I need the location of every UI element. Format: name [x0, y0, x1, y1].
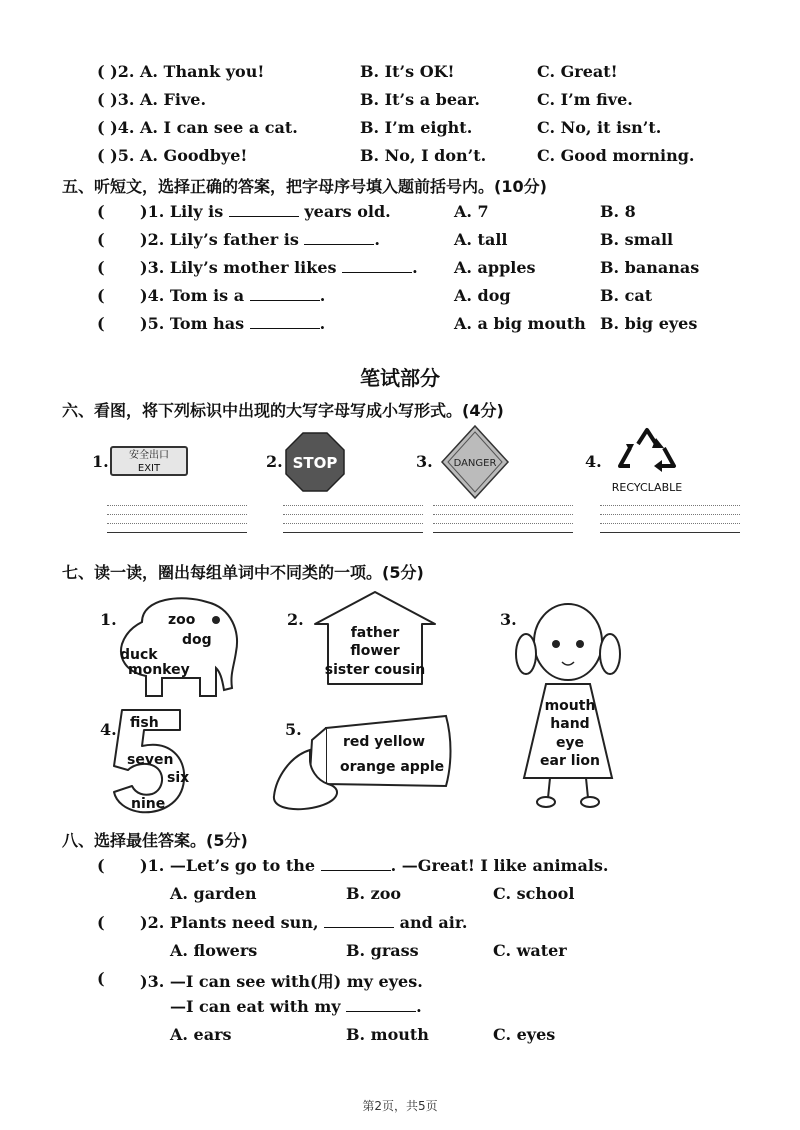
- option-b: B. small: [600, 230, 674, 249]
- exit-sign: [110, 446, 188, 476]
- option-a: A. a big mouth: [454, 314, 586, 333]
- stop-sign: [285, 432, 345, 492]
- stem-post: . —Great! I like animals.: [390, 856, 609, 875]
- answer-paren: (: [97, 202, 105, 221]
- question-stem: [140, 856, 609, 875]
- word-hand: hand: [550, 716, 590, 732]
- option-b: B. big eyes: [600, 314, 698, 333]
- answer-paren: (: [97, 258, 105, 277]
- stop-text: STOP: [292, 454, 338, 472]
- section6-heading: 六、看图，将下列标识中出现的大写字母写成小写形式。(4分): [62, 401, 504, 420]
- word-dog: dog: [182, 632, 212, 648]
- section8-q2-options: [0, 941, 800, 967]
- option-a: A. apples: [454, 258, 536, 277]
- word-father: father: [350, 625, 400, 641]
- section5-heading: 五、听短文，选择正确的答案，把字母序号填入题前括号内。(10分): [62, 177, 547, 196]
- danger-text: DANGER: [453, 458, 497, 469]
- answer-blank: [346, 997, 416, 1012]
- section8-q3: [0, 969, 800, 995]
- question-text: ( )2. A. Thank you!: [97, 62, 265, 81]
- answer-blank: [250, 314, 320, 329]
- option-a: A. dog: [454, 286, 511, 305]
- option-a: A. ears: [170, 1025, 232, 1044]
- answer-paren: (: [97, 286, 105, 305]
- question-text: ( )3. A. Five.: [97, 90, 207, 109]
- answer-blank: [342, 258, 412, 273]
- section5-item-4: [0, 286, 800, 312]
- danger-sign: [440, 424, 510, 500]
- section8-q1: [0, 856, 800, 882]
- question-stem: [140, 202, 391, 221]
- word-monkey: monkey: [128, 662, 190, 678]
- answer-paren: (: [97, 230, 105, 249]
- option-a: A. tall: [454, 230, 508, 249]
- section5-item-3: [0, 258, 800, 284]
- section8-q3-options: [0, 1025, 800, 1051]
- section5-item-5: [0, 314, 800, 340]
- option-b: B. It’s a bear.: [360, 90, 480, 109]
- recyclable-text: RECYCLABLE: [611, 481, 683, 494]
- writing-lines-1: [107, 505, 247, 541]
- group-number: 2.: [287, 610, 304, 629]
- listening-row-4: [0, 118, 800, 144]
- option-b: B. I’m eight.: [360, 118, 473, 137]
- question-stem: [140, 258, 418, 277]
- sign-number: 1.: [92, 452, 109, 471]
- question-text: ( )4. A. I can see a cat.: [97, 118, 298, 137]
- stem-post: years old.: [304, 202, 391, 221]
- listening-row-2: [0, 62, 800, 88]
- option-c: C. water: [493, 941, 567, 960]
- answer-paren: (: [97, 314, 105, 333]
- stem-pre: )5. Tom has: [140, 314, 245, 333]
- option-c: C. Great!: [537, 62, 618, 81]
- stem-pre: )3. Lily’s mother likes: [140, 258, 337, 277]
- stem-post: .: [416, 997, 422, 1016]
- listening-row-3: [0, 90, 800, 116]
- word-sister-cousin: sister cousin: [324, 662, 426, 678]
- stem-post: and air.: [399, 913, 468, 932]
- group-number: 1.: [100, 610, 117, 629]
- section5-item-1: [0, 202, 800, 228]
- stem-pre: )1. Lily is: [140, 202, 224, 221]
- option-c: C. school: [493, 884, 575, 903]
- answer-paren: (: [97, 969, 105, 988]
- question-stem: [140, 314, 325, 333]
- stem-post: .: [319, 286, 326, 305]
- question-stem: [170, 997, 422, 1016]
- exit-sign-english: EXIT: [137, 463, 161, 474]
- page-footer: 第2页，共5页: [362, 1099, 438, 1113]
- stem-pre: )2. Lily’s father is: [140, 230, 299, 249]
- stem-pre: )1. —Let’s go to the: [140, 856, 316, 875]
- writing-lines-3: [433, 505, 573, 541]
- written-section-title: 笔试部分: [360, 366, 440, 390]
- word-duck: duck: [120, 647, 158, 663]
- option-c: C. I’m five.: [537, 90, 633, 109]
- word-flower: flower: [350, 643, 400, 659]
- writing-lines-2: [283, 505, 423, 541]
- group-number: 3.: [500, 610, 517, 629]
- sign-number: 2.: [266, 452, 283, 471]
- stem-pre: )2. Plants need sun,: [140, 913, 319, 932]
- section8-q3-line2: [0, 997, 800, 1023]
- question-stem: [140, 286, 325, 305]
- section7-heading: 七、读一读，圈出每组单词中不同类的一项。(5分): [62, 563, 424, 582]
- stem-post: .: [374, 230, 380, 249]
- listening-row-5: [0, 146, 800, 172]
- writing-lines-4: [600, 505, 740, 541]
- stem-post: .: [412, 258, 418, 277]
- word-ear-lion: ear lion: [540, 753, 600, 769]
- sign-number: 3.: [416, 452, 433, 471]
- answer-blank: [250, 286, 320, 301]
- word-eye: eye: [555, 735, 585, 751]
- option-b: B. cat: [600, 286, 653, 305]
- answer-paren: (: [97, 913, 105, 932]
- option-c: C. eyes: [493, 1025, 556, 1044]
- answer-paren: (: [97, 856, 105, 875]
- sign-number: 4.: [585, 452, 602, 471]
- option-a: A. 7: [454, 202, 489, 221]
- section5-item-2: [0, 230, 800, 256]
- option-c: C. Good morning.: [537, 146, 695, 165]
- word-six: six: [167, 770, 190, 786]
- word-fish: fish: [130, 715, 159, 731]
- question-stem-line1: )3. —I can see with(用) my eyes.: [140, 972, 423, 991]
- option-b: B. grass: [346, 941, 419, 960]
- option-b: B. 8: [600, 202, 636, 221]
- exit-sign-chinese: 安全出口: [129, 450, 169, 461]
- word-seven: seven: [127, 752, 174, 768]
- stem-pre: —I can eat with my: [170, 997, 341, 1016]
- stem-post: .: [319, 314, 326, 333]
- answer-blank: [321, 856, 391, 871]
- section8-q2: [0, 913, 800, 939]
- stem-pre: )4. Tom is a: [140, 286, 245, 305]
- group-number: 5.: [285, 720, 302, 739]
- answer-blank: [304, 230, 374, 245]
- option-b: B. zoo: [346, 884, 402, 903]
- question-text: ( )5. A. Goodbye!: [97, 146, 248, 165]
- word-red-yellow: red yellow: [343, 734, 426, 750]
- option-a: A. garden: [170, 884, 257, 903]
- answer-blank: [324, 913, 394, 928]
- recycle-sign: [600, 426, 695, 498]
- word-mouth: mouth: [544, 698, 596, 714]
- question-stem: [140, 230, 380, 249]
- option-c: C. No, it isn’t.: [537, 118, 662, 137]
- option-b: B. bananas: [600, 258, 700, 277]
- option-b: B. No, I don’t.: [360, 146, 487, 165]
- word-orange-apple: orange apple: [340, 759, 445, 775]
- group-number: 4.: [100, 720, 117, 739]
- answer-blank: [229, 202, 299, 217]
- option-a: A. flowers: [170, 941, 258, 960]
- word-zoo: zoo: [168, 612, 196, 628]
- section8-q1-options: [0, 884, 800, 910]
- option-b: B. It’s OK!: [360, 62, 455, 81]
- section8-heading: 八、选择最佳答案。(5分): [62, 831, 248, 850]
- option-b: B. mouth: [346, 1025, 429, 1044]
- word-nine: nine: [131, 796, 166, 812]
- question-stem: [140, 913, 467, 932]
